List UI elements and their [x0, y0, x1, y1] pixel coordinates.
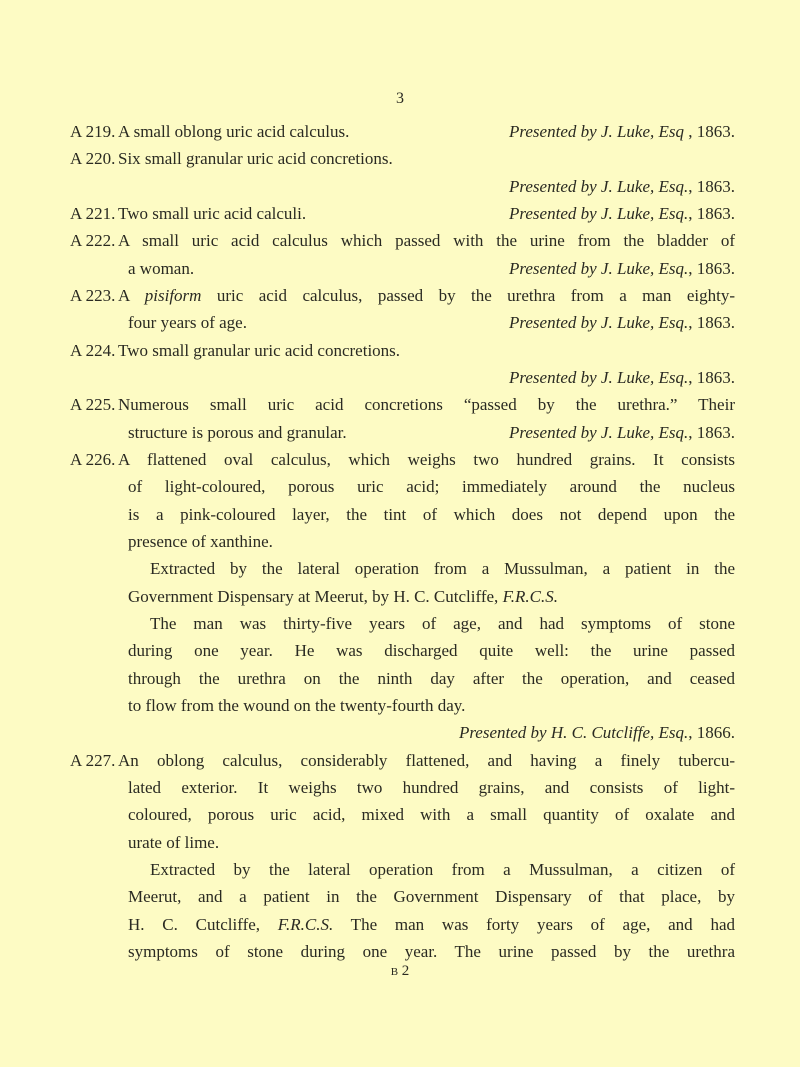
text-line: [70, 610, 735, 637]
text-line: [70, 501, 735, 528]
line-text: [128, 583, 735, 610]
text-line: [70, 118, 735, 145]
catalogue-entry: [70, 145, 735, 200]
line-text: [128, 938, 735, 965]
line-text: [128, 774, 735, 801]
line-text: [70, 719, 735, 746]
text-line: [70, 911, 735, 938]
text-line: [70, 255, 735, 282]
line-text: [118, 282, 735, 309]
line-text: [128, 911, 735, 938]
italic-text: F.R.C.S.: [502, 586, 558, 606]
text-run: , 1863.: [688, 422, 735, 442]
text-line: [70, 583, 735, 610]
text-run: lated exterior. It weighs two hundred grains, and consists of light-: [128, 777, 735, 797]
line-text: [150, 555, 735, 582]
text-line: [70, 665, 735, 692]
text-line: [70, 446, 735, 473]
italic-text: Presented by J. Luke, Esq.: [509, 422, 689, 442]
text-line: [70, 555, 735, 582]
text-run: A small oblong uric acid calculus.: [118, 122, 350, 141]
specimen-number: A 223.: [70, 285, 116, 305]
specimen-number: A 221.: [70, 203, 116, 223]
text-run: , 1863.: [688, 176, 735, 196]
text-run: of light-coloured, porous uric acid; immediately around the nucleus: [128, 477, 735, 497]
catalogue-entry: [70, 391, 735, 446]
text-run: , 1863.: [688, 203, 735, 223]
text-line: [70, 856, 735, 883]
line-text: [118, 391, 735, 418]
presented-by: [509, 419, 735, 446]
text-line: [70, 719, 735, 746]
specimen-number: A 224.: [70, 340, 116, 360]
line-text: [118, 337, 735, 364]
line-text: [128, 801, 735, 828]
text-run: coloured, porous uric acid, mixed with a small quantity of oxalate and: [128, 805, 735, 825]
text-run: through the urethra on the ninth day after the operation, and ceased: [128, 668, 735, 688]
line-text: [118, 227, 735, 254]
text-run: to flow from the wound on the twenty-fourth day.: [128, 695, 466, 715]
line-text: [128, 692, 735, 719]
specimen-number: A 227.: [70, 750, 116, 770]
italic-text: Presented by J. Luke, Esq.: [509, 203, 689, 223]
text-line: [70, 200, 735, 227]
line-text: [128, 473, 735, 500]
text-line: [70, 391, 735, 418]
description: [128, 255, 194, 282]
description: [118, 200, 306, 227]
text-run: Extracted by the lateral operation from a Mussulman, a patient in the: [150, 559, 735, 579]
italic-text: Presented by H. C. Cutcliffe, Esq.: [458, 723, 689, 743]
line-text: [118, 446, 735, 473]
presented-by: [509, 255, 735, 282]
text-line: [70, 419, 735, 446]
text-run: presence of xanthine.: [128, 531, 273, 551]
description: [128, 309, 247, 336]
text-line: [70, 364, 735, 391]
text-line: [70, 692, 735, 719]
line-text: [128, 255, 735, 282]
text-line: [70, 637, 735, 664]
text-run: , 1863.: [688, 313, 735, 333]
text-line: [70, 309, 735, 336]
text-run: is a pink-coloured layer, the tint of which does not depend upon the: [128, 504, 735, 524]
text-line: [70, 747, 735, 774]
text-run: The man was thirty-five years of age, and had symptoms of stone: [150, 613, 735, 633]
line-text: [150, 610, 735, 637]
catalogue-entry: [70, 446, 735, 747]
text-run: structure is porous and granular.: [128, 422, 347, 442]
specimen-number: A 220.: [70, 149, 116, 169]
italic-text: Presented by J. Luke, Esq.: [509, 258, 689, 278]
line-text: [128, 637, 735, 664]
line-text: [70, 173, 735, 200]
presented-by: [509, 200, 735, 227]
line-text: [128, 883, 735, 910]
text-run: , 1863.: [688, 367, 735, 387]
text-line: [70, 774, 735, 801]
text-run: Meerut, and a patient in the Government Dispensary of that place, by: [128, 887, 735, 907]
italic-text: Presented by J. Luke, Esq.: [509, 176, 689, 196]
italic-text: Presented by J. Luke, Esq: [509, 122, 684, 141]
catalogue-entry: [70, 747, 735, 966]
text-run: urate of lime.: [128, 832, 220, 852]
text-line: [70, 227, 735, 254]
line-text: [128, 665, 735, 692]
catalogue-entry: [70, 118, 735, 145]
signature-mark: [0, 963, 800, 980]
catalogue-entry: [70, 337, 735, 392]
text-run: Extracted by the lateral operation from a Mussulman, a citizen of: [150, 859, 735, 879]
text-run: , 1863.: [688, 258, 735, 278]
text-run: uric acid calculus, passed by the urethra from a man eighty-: [201, 285, 735, 305]
line-text: [150, 856, 735, 883]
text-line: [70, 173, 735, 200]
text-run: , 1863.: [684, 122, 735, 141]
line-text: [128, 528, 735, 555]
text-line: [70, 145, 735, 172]
line-text: [118, 145, 735, 172]
presented-by: [509, 309, 735, 336]
text-line: [70, 337, 735, 364]
line-text: [118, 747, 735, 774]
line-text: [128, 309, 735, 336]
signature-number: 2: [401, 963, 410, 979]
text-run: A small uric acid calculus which passed with the urine from the bladder of: [118, 231, 735, 251]
page-number: 3: [396, 90, 404, 107]
text-line: [70, 938, 735, 965]
text-run: four years of age.: [128, 313, 247, 333]
signature-letter: B: [390, 966, 399, 978]
text-run: Six small granular uric acid concretions.: [118, 149, 393, 169]
italic-text: Presented by J. Luke, Esq.: [509, 367, 689, 387]
italic-text: Presented by J. Luke, Esq.: [509, 313, 689, 333]
text-run: A flattened oval calculus, which weighs two hundred grains. It consists: [118, 449, 735, 469]
text-run: Two small granular uric acid concretions.: [118, 340, 401, 360]
text-run: H. C. Cutcliffe,: [128, 914, 278, 934]
description: [118, 118, 349, 145]
text-run: Government Dispensary at Meerut, by H. C. Cutcliffe,: [128, 586, 503, 606]
text-line: [70, 282, 735, 309]
line-text: [118, 200, 735, 227]
line-text: [128, 501, 735, 528]
text-line: [70, 801, 735, 828]
catalogue-entries: [70, 118, 735, 965]
line-text: [118, 118, 735, 145]
text-run: An oblong calculus, considerably flattened, and having a finely tubercu-: [118, 750, 735, 770]
italic-text: F.R.C.S.: [277, 914, 334, 934]
catalogue-entry: [70, 282, 735, 337]
presented-by: [509, 118, 735, 145]
text-run: The man was forty years of age, and had: [333, 914, 735, 934]
specimen-number: A 219.: [70, 122, 116, 141]
italic-text: pisiform: [144, 285, 202, 305]
text-run: symptoms of stone during one year. The urine passed by the urethra: [128, 941, 735, 961]
catalogue-entry: [70, 200, 735, 227]
text-line: [70, 883, 735, 910]
text-line: [70, 473, 735, 500]
specimen-number: A 225.: [70, 395, 116, 415]
text-run: Numerous small uric acid concretions “passed by the urethra.” Their: [118, 395, 735, 415]
text-run: , 1866.: [688, 723, 735, 743]
line-text: [128, 419, 735, 446]
description: [128, 419, 347, 446]
catalogue-entry: [70, 227, 735, 282]
text-run: during one year. He was discharged quite well: the urine passed: [128, 641, 735, 661]
specimen-number: A 226.: [70, 449, 116, 469]
text-line: [70, 528, 735, 555]
text-run: a woman.: [128, 258, 195, 278]
line-text: [128, 829, 735, 856]
text-line: [70, 829, 735, 856]
text-run: Two small uric acid calculi.: [118, 203, 307, 223]
text-run: A: [118, 285, 145, 305]
line-text: [70, 364, 735, 391]
specimen-number: A 222.: [70, 231, 116, 251]
